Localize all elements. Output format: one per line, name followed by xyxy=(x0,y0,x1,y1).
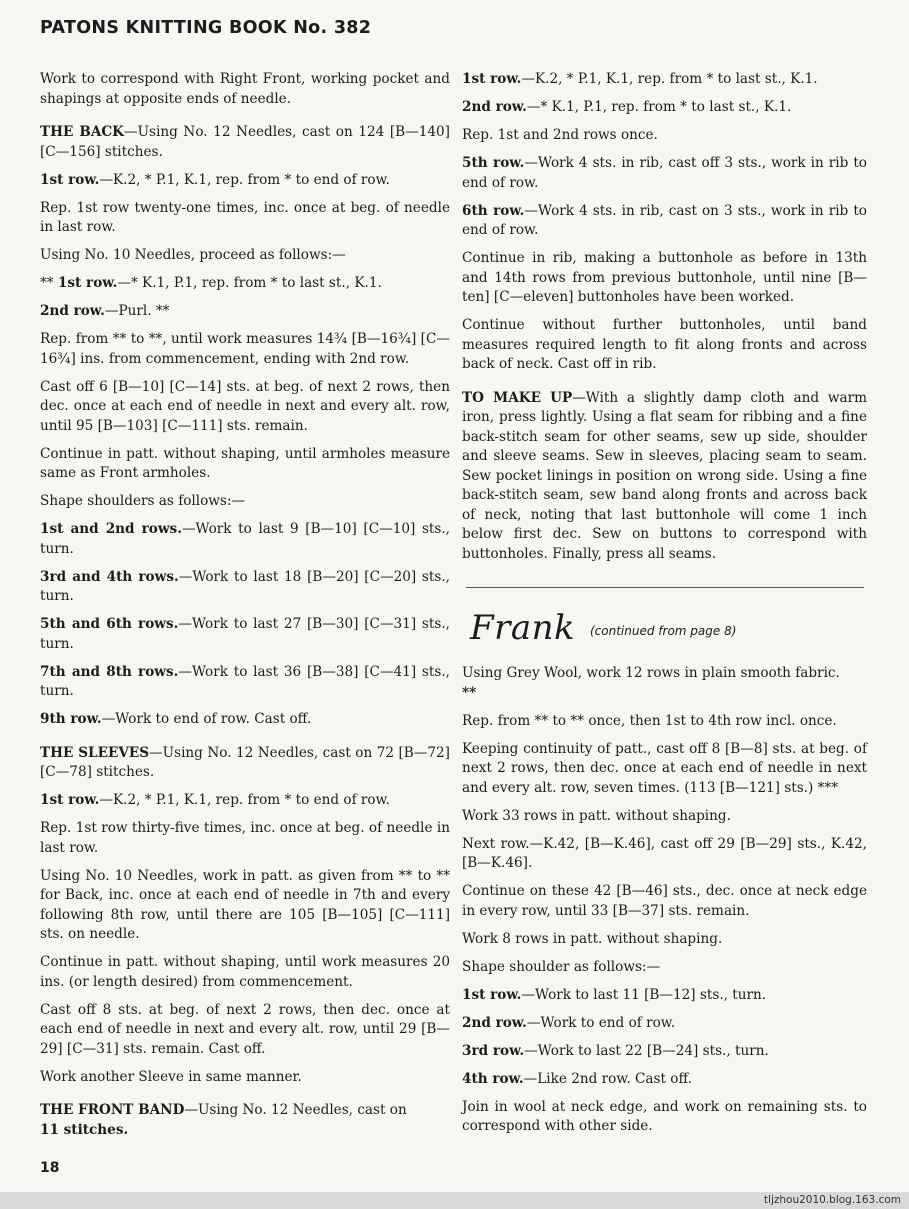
back-section: THE BACK—Using No. 12 Needles, cast on 124 [B—140] [C—156] stitches. xyxy=(40,124,450,160)
instruction-row: 7th and 8th rows.—Work to last 36 [B—38] [C—41] sts., turn. xyxy=(40,663,450,699)
paragraph: Continue in patt. without shaping, until work measures 20 ins. (or length desired) from commencement. xyxy=(40,954,450,990)
watermark: tljzhou2010.blog.163.com xyxy=(763,1194,901,1206)
instruction-row: 2nd row.—* K.1, P.1, rep. from * to last st., K.1. xyxy=(462,99,792,115)
paragraph: Work another Sleeve in same manner. xyxy=(40,1068,302,1085)
paragraph: Shape shoulder as follows:— xyxy=(462,958,661,975)
paragraph: Next row.—K.42, [B—K.46], cast off 29 [B—29] sts., K.42, [B—K.46]. xyxy=(462,835,867,871)
instruction-row: 9th row.—Work to end of row. Cast off. xyxy=(40,711,312,727)
paragraph: Join in wool at neck edge, and work on remaining sts. to correspond with other side. xyxy=(462,1098,867,1134)
paragraph: Work to correspond with Right Front, working pocket and shapings at opposite ends of needle. xyxy=(40,71,450,107)
paragraph: Rep. 1st row thirty-five times, inc. once at beg. of needle in last row. xyxy=(40,820,450,856)
instruction-row: 1st row.—K.2, * P.1, K.1, rep. from * to end of row. xyxy=(40,792,390,808)
paragraph: Cast off 6 [B—10] [C—14] sts. at beg. of next 2 rows, then dec. once at each end of needle in next and every alt. row, until 95 [B—103] [C—111] sts. remain. xyxy=(40,378,450,434)
paragraph: Continue on these 42 [B—46] sts., dec. once at neck edge in every row, until 33 [B—37] sts. remain. xyxy=(462,883,867,919)
sleeves-section: THE SLEEVES—Using No. 12 Needles, cast on 72 [B—72] [C—78] stitches. xyxy=(40,744,450,780)
instruction-row: 2nd row.—Work to end of row. xyxy=(462,1014,676,1031)
left-column xyxy=(40,70,450,1149)
paragraph: Work 8 rows in patt. without shaping. xyxy=(462,930,723,947)
instruction-row: 5th row.—Work 4 sts. in rib, cast off 3 sts., work in rib to end of row. xyxy=(462,155,867,191)
section-heading: THE BACK xyxy=(40,124,124,140)
instruction-row: 1st row.—Work to last 11 [B—12] sts., turn. xyxy=(462,986,767,1003)
section-heading: THE SLEEVES xyxy=(40,744,150,761)
paragraph: Continue without further buttonholes, until band measures required length to fit along fronts and across back of neck. Cast off in rib. xyxy=(462,317,867,372)
paragraph: Rep. from ** to **, until work measures 14¾ [B—16¾] [C—16¾] ins. from commencement, ending with 2nd row. xyxy=(40,331,450,367)
instruction-row: 6th row.—Work 4 sts. in rib, cast on 3 sts., work in rib to end of row. xyxy=(462,202,867,238)
instruction-row: 3rd row.—Work to last 22 [B—24] sts., turn. xyxy=(462,1042,769,1059)
make-up-section: TO MAKE UP—With a slightly damp cloth and warm iron, press lightly. Using a flat seam for ribbing and a fine back-stitch seam for other seams, sew up side, shoulder and sleeve seams. Sew in sleeves, placing seam to seam. Sew pocket linings in position on wrong side. Using a fine back-stitch seam, sew band along fronts and across back of neck, noting that last buttonhole will come 1 inch below first dec. Sew on buttons to correspond with buttonholes. Finally, press all seams. xyxy=(462,389,867,562)
right-column xyxy=(462,70,867,1145)
page-header: PATONS KNITTING BOOK No. 382 xyxy=(40,18,372,38)
instruction-row: 5th and 6th rows.—Work to last 27 [B—30] [C—31] sts., turn. xyxy=(40,616,450,652)
frank-title-block xyxy=(462,610,867,656)
paragraph: Shape shoulders as follows:— xyxy=(40,493,246,509)
section-heading: THE FRONT BAND xyxy=(40,1102,185,1118)
instruction-row: 1st row.—K.2, * P.1, K.1, rep. from * to end of row. xyxy=(40,171,390,188)
paragraph: Continue in patt. without shaping, until armholes measure same as Front armholes. xyxy=(40,445,450,481)
paragraph: Continue in rib, making a buttonhole as before in 13th and 14th rows from previous buttonhole, until nine [B—ten] [C—eleven] buttonholes have been worked. xyxy=(462,250,867,305)
section-heading: TO MAKE UP xyxy=(462,389,573,406)
divider xyxy=(466,587,864,588)
paragraph: Rep. from ** to ** once, then 1st to 4th row incl. once. xyxy=(462,712,837,729)
instruction-row: 4th row.—Like 2nd row. Cast off. xyxy=(462,1070,692,1087)
paragraph: Using No. 10 Needles, work in patt. as given from ** to ** for Back, inc. once at each end of needle in 7th and every following 8th row, until there are 105 [B—105] [C—111] sts. on needle. xyxy=(40,867,450,942)
paragraph: Rep. 1st row twenty-one times, inc. once at beg. of needle in last row. xyxy=(40,199,450,235)
paragraph: Keeping continuity of patt., cast off 8 [B—8] sts. at beg. of next 2 rows, then dec. once at each end of needle in next and every alt. row, seven times. (113 [B—121] sts.) *** xyxy=(462,740,867,796)
instruction-row: 1st row.—K.2, * P.1, K.1, rep. from * to last st., K.1. xyxy=(462,71,818,87)
instruction-row: ** 1st row.—* K.1, P.1, rep. from * to last st., K.1. xyxy=(40,275,382,291)
instruction-row: 3rd and 4th rows.—Work to last 18 [B—20] [C—20] sts., turn. xyxy=(40,568,450,604)
front-band-section: THE FRONT BAND—Using No. 12 Needles, cast on 11 stitches. xyxy=(40,1102,407,1138)
paragraph: Cast off 8 sts. at beg. of next 2 rows, then dec. once at each end of needle in next and every alt. row, until 29 [B—29] [C—31] sts. remain. Cast off. xyxy=(40,1001,450,1057)
page-number: 18 xyxy=(40,1160,60,1176)
paragraph: Rep. 1st and 2nd rows once. xyxy=(462,127,658,143)
continued-note: (continued from page 8) xyxy=(590,624,737,638)
paragraph: Using No. 10 Needles, proceed as follows:— xyxy=(40,247,346,263)
instruction-row: 1st and 2nd rows.—Work to last 9 [B—10] [C—10] sts., turn. xyxy=(40,521,451,557)
frank-title: Frank xyxy=(470,608,576,648)
paragraph: Work 33 rows in patt. without shaping. xyxy=(462,807,731,824)
instruction-row: 2nd row.—Purl. ** xyxy=(40,303,170,319)
paragraph: Using Grey Wool, work 12 rows in plain smooth fabric. ** xyxy=(462,665,840,701)
